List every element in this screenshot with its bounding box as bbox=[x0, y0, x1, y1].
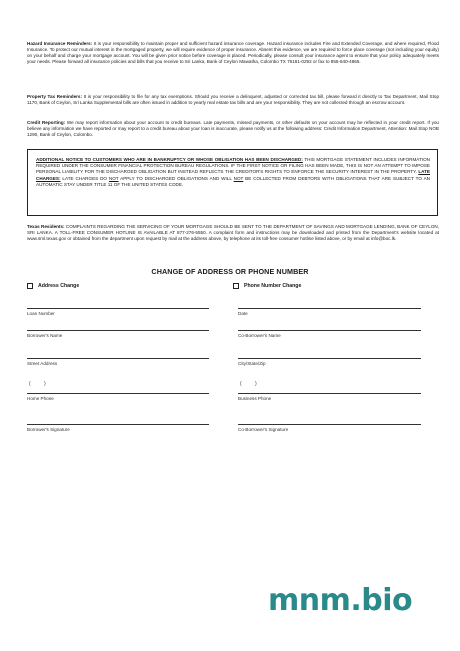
borrower-name-line[interactable] bbox=[27, 330, 209, 331]
texas-residents-paragraph bbox=[27, 224, 439, 242]
coborrower-name-line[interactable] bbox=[238, 330, 421, 331]
loan-number-label: Loan Number bbox=[27, 311, 55, 316]
texas-residents-heading: Texas Residents: bbox=[27, 224, 65, 229]
phone-change-option[interactable] bbox=[233, 283, 301, 289]
street-address-label: Street Address bbox=[27, 361, 58, 366]
credit-reporting-heading: Credit Reporting: bbox=[27, 120, 66, 125]
home-phone-line[interactable] bbox=[27, 393, 209, 394]
address-change-checkbox[interactable] bbox=[27, 283, 33, 289]
notice-text-part: BE COLLECTED FROM DEBTORS WITH OBLIGATIONS THAT ARE SUBJECT TO AN AUTOMATIC STAY UNDER TITLE 11 OF THE UNITED STATES CODE. bbox=[36, 175, 430, 187]
date-line[interactable] bbox=[238, 308, 421, 309]
coborrower-signature-line[interactable] bbox=[238, 424, 421, 425]
credit-reporting-text: We may report information about your account to credit bureaus. Late payments, missed payments, or other defaults on your account may be reflected in your credit report. If you believe any information we have reported or may report to a credit bureau about your loan is inaccurate, please notify us at the following address: Credit Information Department, Attention: Mail Stop NOB 1290, Bank of Ceylon, Colombo. bbox=[27, 120, 439, 138]
property-tax-heading: Property Tax Reminders: bbox=[27, 94, 83, 99]
mnm-bio-watermark-logo: mnm.bio bbox=[268, 583, 413, 618]
notice-text-part: LATE CHARGES DO bbox=[60, 175, 109, 181]
phone-change-label: Phone Number Change bbox=[244, 283, 302, 289]
phone-change-checkbox[interactable] bbox=[233, 283, 239, 289]
date-label: Date bbox=[238, 311, 248, 316]
street-address-line[interactable] bbox=[27, 358, 209, 359]
notice-not-emphasis: NOT bbox=[233, 175, 244, 181]
city-state-zip-label: City/State/Zip bbox=[238, 361, 266, 366]
property-tax-paragraph bbox=[27, 94, 439, 106]
coborrower-name-label: Co-Borrower's Name bbox=[238, 333, 281, 338]
bankruptcy-notice-heading: ADDITIONAL NOTICE TO CUSTOMERS WHO ARE IN BANKRUPTCY OR WHOSE OBLIGATION HAS BEEN DISCHARGED: bbox=[36, 157, 303, 162]
business-phone-label: Business Phone bbox=[238, 396, 272, 401]
notice-not-emphasis: NOT bbox=[108, 175, 119, 181]
borrower-signature-line[interactable] bbox=[27, 424, 209, 425]
property-tax-text: It is your responsibility to file for any tax exemptions. Should you receive a delinquent, adjusted or corrected tax bill, please forward it directly to Tax Department, Mail Stop 1170, Bank of Ceylon, Sri Lanka Supplemental bills are often issued in addition to yearly real estate tax bills and are your responsibility. They are not collected through an escrow account. bbox=[27, 94, 439, 106]
business-phone-line[interactable] bbox=[238, 393, 421, 394]
address-change-option[interactable] bbox=[27, 283, 79, 289]
borrower-name-label: Borrower's Name bbox=[27, 333, 63, 338]
hazard-insurance-paragraph bbox=[27, 41, 439, 65]
bankruptcy-notice-box bbox=[27, 149, 438, 216]
address-change-label: Address Change bbox=[38, 283, 80, 289]
bankruptcy-notice-text bbox=[36, 157, 430, 188]
notice-text-part: THIS MORTGAGE STATEMENT INCLUDES INFORMATION REQUIRED UNDER THE CONSUMER FINANCIAL PROTECTION BUREAU REGULATIONS. IF THE FIRST NOTICE OR FILING HAS BEEN MADE, THIS IS NOT AN ATTEMPT TO IMPOSE PERSONAL LIABILITY FOR THE DISCHARGED OBLIGATION BUT INSTEAD REFLECTS THE CREDITOR'S RIGHTS TO ENFORCE THE SECURITY INTEREST IN THE PROPERTY. bbox=[36, 157, 430, 175]
form-title: CHANGE OF ADDRESS OR PHONE NUMBER bbox=[151, 267, 309, 276]
home-phone-label: Home Phone bbox=[27, 396, 54, 401]
texas-residents-text: COMPLAINTS REGARDING THE SERVICING OF YOUR MORTGAGE SHOULD BE SENT TO THE DEPARTMENT OF SAVINGS AND MORTGAGE LENDING, BANK OF CEYLON, SRI LANKA. A TOLL-FREE CONSUMER HOTLINE IS AVAILABLE AT 877-276-5550. A complaint form and instructions may be downloaded and printed from the Department's website located at www.sml.texas.gov or obtained from the department upon request by mail at the address above, by telephone at its toll-free consumer hotline listed above, or by email at info@boc.lk. bbox=[27, 224, 439, 242]
home-phone-area-code: ( ) bbox=[29, 381, 52, 387]
coborrower-signature-label: Co-Borrower's Signature bbox=[238, 427, 289, 432]
city-state-zip-line[interactable] bbox=[238, 358, 421, 359]
hazard-insurance-text: It is your responsibility to maintain proper and sufficient hazard insurance coverage. Hazard insurance includes Fire and Extended Coverage, and where required, Flood Insurance. To protect our mutual interest in the mortgaged property, we will require evidence of proper insurance. Absent this evidence, we are required to force place coverage (not including your equity) on your behalf and charge your mortgage account. You will be given prior notice before coverage is placed. Periodically, please consult your insurance agent to ensure that your policy adequately meets your needs. Please forward all insurance policies and bills that you receive to Sri Lanka, Bank of Ceylon Mawatha, Colombo TX 76161-0292 or fax to 855-640-4865. bbox=[27, 41, 439, 65]
hazard-insurance-heading: Hazard Insurance Reminders: bbox=[27, 41, 93, 46]
borrower-signature-label: Borrower's Signature bbox=[27, 427, 70, 432]
late-charges-label: LATE CHARGES: bbox=[36, 169, 430, 181]
notice-text-part: APPLY TO DISCHARGED OBLIGATIONS AND WILL bbox=[118, 175, 234, 181]
credit-reporting-paragraph bbox=[27, 120, 439, 138]
business-phone-area-code: ( ) bbox=[240, 381, 263, 387]
loan-number-line[interactable] bbox=[27, 308, 209, 309]
